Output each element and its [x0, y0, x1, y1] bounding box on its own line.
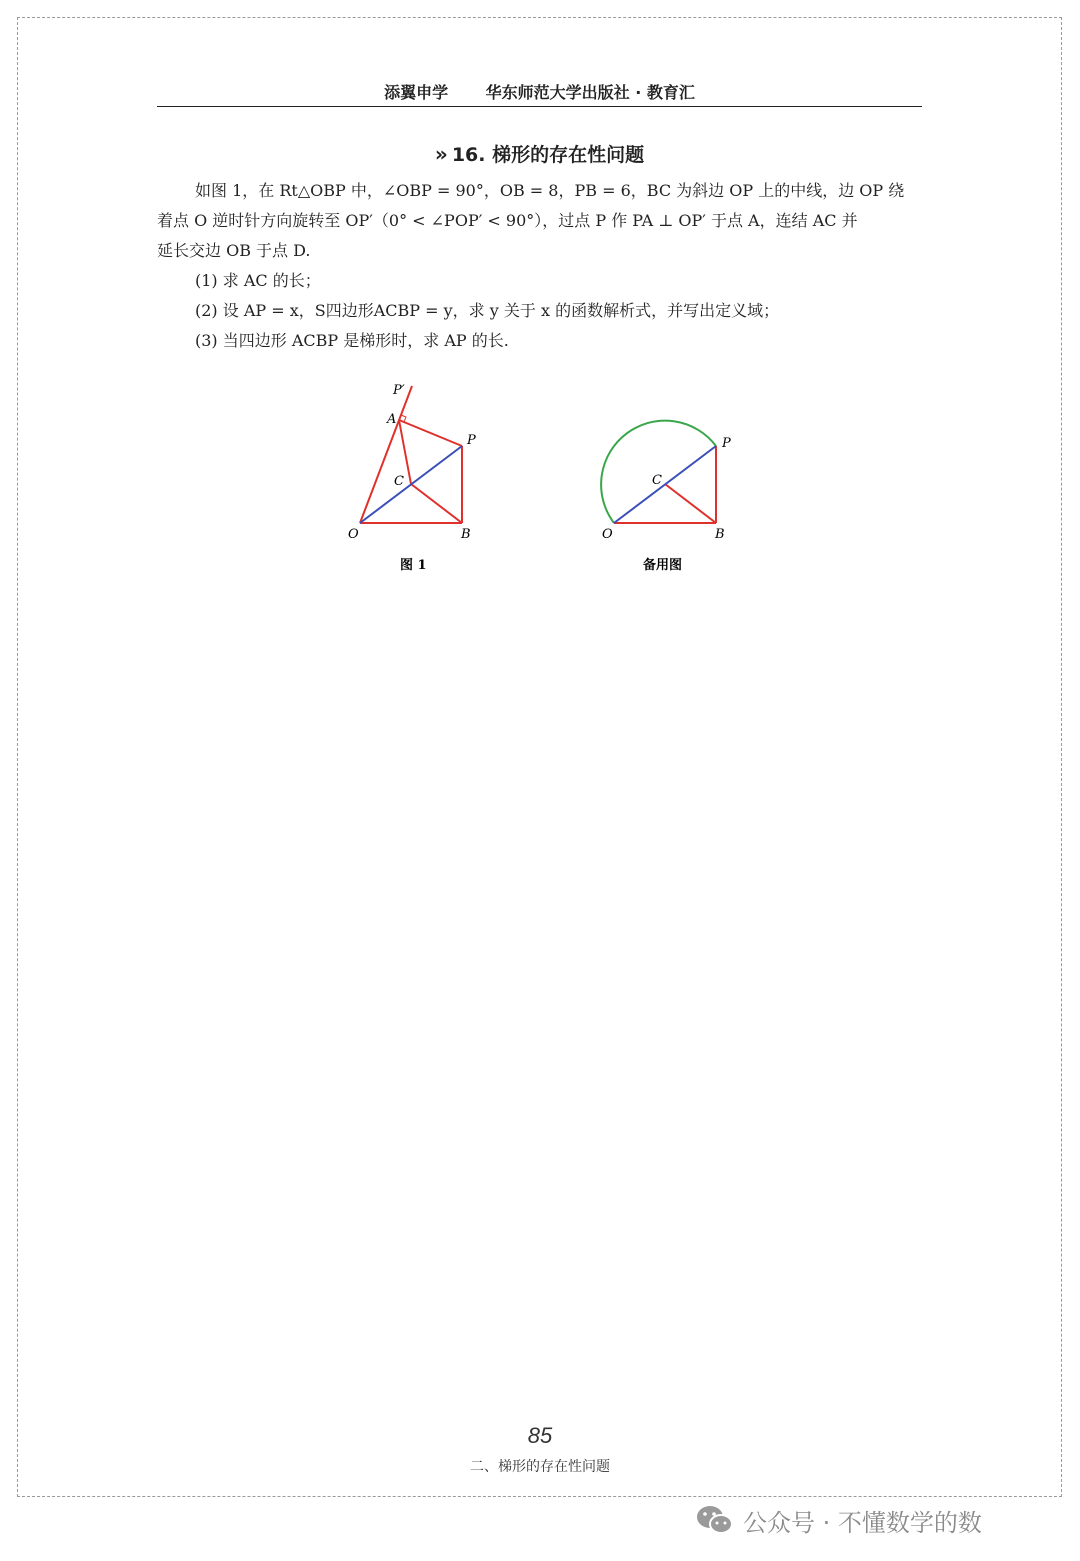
figures — [330, 378, 750, 588]
label-P: P — [467, 433, 476, 448]
figure-backup-caption: 备用图 — [643, 558, 683, 573]
section-marker: » — [434, 142, 448, 166]
section-title-text: 16. 梯形的存在性问题 — [451, 144, 645, 166]
problem-stem-line1: 如图 1，在 Rt△OBP 中，∠OBP = 90°，OB = 8，PB = 6，BC 为斜边 OP 上的中线，边 OP 绕 — [195, 181, 905, 200]
line-AP — [399, 420, 462, 446]
label-P-prime: P′ — [393, 383, 405, 398]
label-B: B — [461, 527, 471, 542]
line-CB-2 — [665, 484, 716, 523]
problem-text — [157, 176, 927, 356]
page-number: 85 — [527, 1423, 553, 1448]
watermark — [695, 1500, 982, 1540]
wechat-icon — [695, 1503, 735, 1537]
figure-backup — [601, 421, 731, 573]
header-left: 添翼申学 — [384, 83, 449, 102]
question-1: (1) 求 AC 的长； — [195, 271, 321, 290]
arc-path — [601, 421, 716, 523]
problem-stem-line3: 延长交边 OB 于点 D. — [157, 241, 311, 260]
question-2: (2) 设 AP = x，S四边形ACBP = y，求 y 关于 x 的函数解析式，并写出定义域； — [195, 301, 780, 320]
label-B-2: B — [715, 527, 725, 542]
figure-1 — [348, 383, 476, 573]
watermark-text: 公众号 · 不懂数学的数 — [743, 1508, 982, 1537]
figure-1-caption: 图 1 — [400, 558, 427, 573]
label-P-2: P — [722, 436, 731, 451]
footer-section-title: 二、梯形的存在性问题 — [470, 1459, 610, 1475]
running-header — [157, 80, 922, 107]
problem-stem-line2: 着点 O 逆时针方向旋转至 OP′（0° < ∠POP′ < 90°），过点 P 作 PA ⊥ OP′ 于点 A，连结 AC 并 — [157, 211, 858, 230]
header-right: 华东师范大学出版社 · 教育汇 — [485, 83, 695, 102]
label-C-2: C — [652, 473, 662, 488]
label-A: A — [387, 412, 397, 427]
question-3: (3) 当四边形 ACBP 是梯形时，求 AP 的长. — [195, 331, 509, 350]
line-CB — [411, 484, 462, 523]
figures-svg — [330, 378, 750, 588]
label-O-2: O — [602, 527, 613, 542]
label-O: O — [348, 527, 359, 542]
label-C: C — [394, 474, 404, 489]
section-title — [157, 140, 922, 167]
